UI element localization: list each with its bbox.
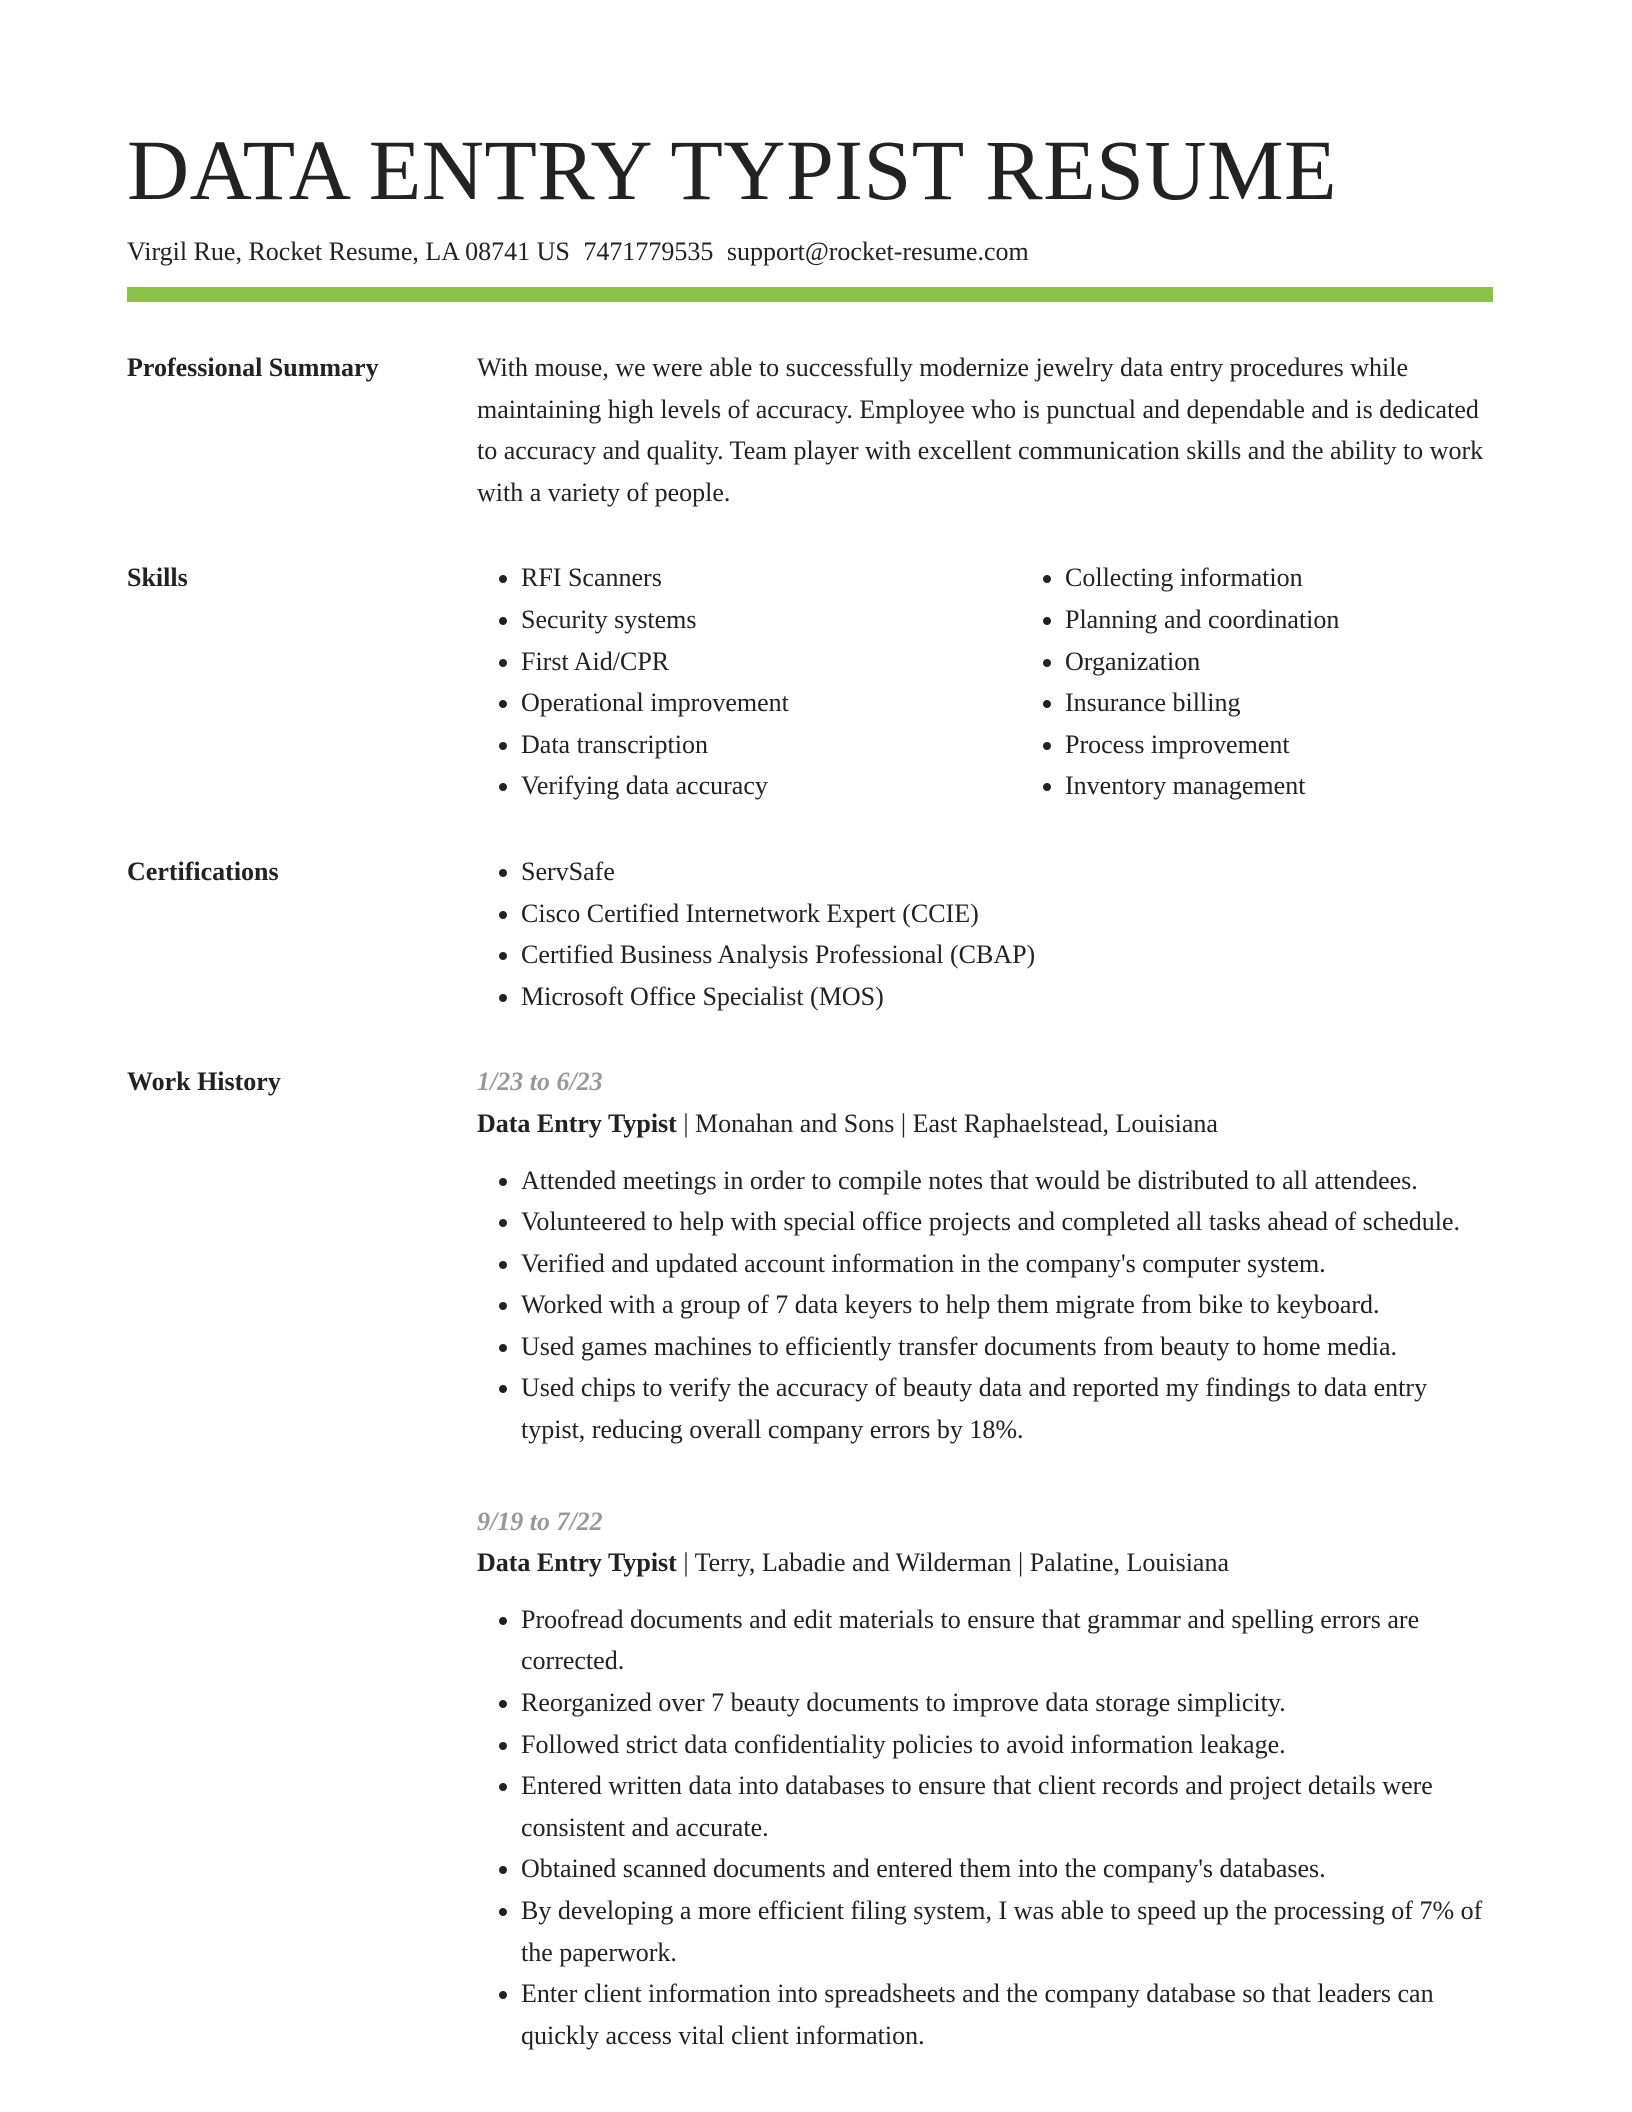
job-bullet: • Used games machines to efficiently transfer documents from beauty to home media. bbox=[521, 1326, 1493, 1368]
job-entry bbox=[477, 1061, 1493, 1450]
job-dates: 1/23 to 6/23 bbox=[477, 1067, 603, 1097]
job-heading bbox=[477, 1542, 1493, 1584]
certifications-list bbox=[477, 851, 1493, 1017]
job-bullet: • Worked with a group of 7 data keyers to help them migrate from bike to keyboard. bbox=[521, 1284, 1493, 1326]
skill-item: • Process improvement bbox=[1065, 724, 1565, 766]
job-employer-location: | Monahan and Sons | East Raphaelstead, Louisiana bbox=[676, 1108, 1218, 1138]
resume-title: DATA ENTRY TYPIST RESUME bbox=[127, 122, 1338, 218]
certification-item: • Cisco Certified Internetwork Expert (CCIE) bbox=[521, 893, 1493, 935]
skill-item: • Planning and coordination bbox=[1065, 599, 1565, 641]
job-bullet: • Obtained scanned documents and entered them into the company's databases. bbox=[521, 1848, 1493, 1890]
job-title: Data Entry Typist bbox=[477, 1108, 677, 1138]
skill-item: • Operational improvement bbox=[521, 682, 1021, 724]
job-bullet: • Reorganized over 7 beauty documents to improve data storage simplicity. bbox=[521, 1682, 1493, 1724]
job-bullets bbox=[477, 1160, 1493, 1451]
work-history-heading: Work History bbox=[127, 1067, 281, 1097]
skill-item: • Verifying data accuracy bbox=[521, 765, 1021, 807]
resume-page bbox=[127, 118, 1493, 2056]
job-bullet: • Entered written data into databases to ensure that client records and project details were consistent and accurate. bbox=[521, 1765, 1493, 1848]
job-bullet: • By developing a more efficient filing system, I was able to speed up the processing of 7% of the paperwork. bbox=[521, 1890, 1493, 1973]
job-bullet: • Used chips to verify the accuracy of beauty data and reported my findings to data entry typist, reducing overall company errors by 18%. bbox=[521, 1367, 1493, 1450]
job-employer-location: | Terry, Labadie and Wilderman | Palatine, Louisiana bbox=[676, 1548, 1230, 1578]
summary-text: With mouse, we were able to successfully modernize jewelry data entry procedures while maintaining high levels of accuracy. Employee who is punctual and dependable and is dedicated to accuracy and quality. Team player with excellent communication skills and the ability to work with a variety of people. bbox=[477, 353, 1484, 507]
job-bullets bbox=[477, 1599, 1493, 2057]
job-entry bbox=[477, 1501, 1493, 2057]
job-bullet: • Followed strict data confidentiality policies to avoid information leakage. bbox=[521, 1724, 1493, 1766]
job-bullet: • Verified and updated account information in the company's computer system. bbox=[521, 1243, 1493, 1285]
skills-list-left bbox=[477, 557, 1021, 807]
job-title: Data Entry Typist bbox=[477, 1548, 677, 1578]
job-bullet: • Attended meetings in order to compile notes that would be distributed to all attendees. bbox=[521, 1160, 1493, 1202]
job-bullet: • Volunteered to help with special office projects and completed all tasks ahead of schedule. bbox=[521, 1201, 1493, 1243]
skills-heading: Skills bbox=[127, 563, 188, 593]
contact-line bbox=[127, 234, 1493, 270]
skill-item: • RFI Scanners bbox=[521, 557, 1021, 599]
job-bullet: • Proofread documents and edit materials to ensure that grammar and spelling errors are corrected. bbox=[521, 1599, 1493, 1682]
job-heading bbox=[477, 1103, 1493, 1145]
job-dates: 9/19 to 7/22 bbox=[477, 1506, 603, 1536]
contact-name-location: Virgil Rue, Rocket Resume, LA 08741 US bbox=[127, 237, 570, 266]
skill-item: • Inventory management bbox=[1065, 765, 1565, 807]
skill-item: • Security systems bbox=[521, 599, 1021, 641]
job-bullet: • Enter client information into spreadsheets and the company database so that leaders can quickly access vital client information. bbox=[521, 1973, 1493, 2056]
contact-phone: 7471779535 bbox=[583, 237, 714, 266]
skill-item: • Organization bbox=[1065, 641, 1565, 683]
skills-list-right bbox=[1021, 557, 1565, 807]
skills-section bbox=[127, 563, 1493, 807]
skill-item: • Insurance billing bbox=[1065, 682, 1565, 724]
certification-item: • Certified Business Analysis Professional (CBAP) bbox=[521, 934, 1493, 976]
summary-section bbox=[127, 353, 1493, 513]
header-divider bbox=[127, 287, 1493, 302]
certification-item: • Microsoft Office Specialist (MOS) bbox=[521, 976, 1493, 1018]
skill-item: • Data transcription bbox=[521, 724, 1021, 766]
skill-item: • First Aid/CPR bbox=[521, 641, 1021, 683]
work-history-section bbox=[127, 1067, 1493, 2056]
summary-heading: Professional Summary bbox=[127, 353, 379, 382]
certifications-section bbox=[127, 857, 1493, 1017]
certifications-heading: Certifications bbox=[127, 856, 279, 886]
contact-email: support@rocket-resume.com bbox=[726, 237, 1029, 266]
skill-item: • Collecting information bbox=[1065, 557, 1565, 599]
certification-item: • ServSafe bbox=[521, 851, 1493, 893]
